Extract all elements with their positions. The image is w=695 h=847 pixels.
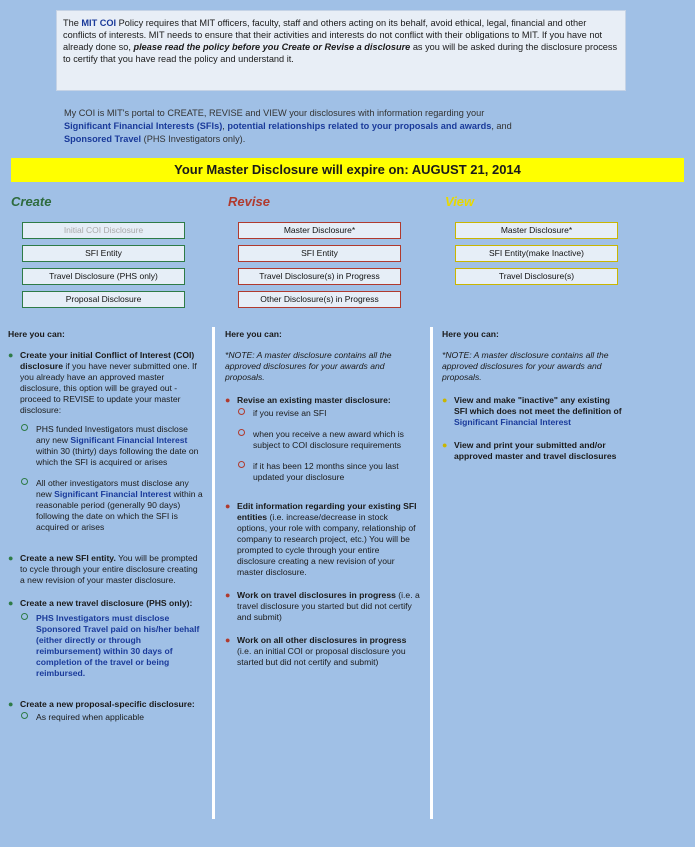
create-panel-heading: Here you can: (8, 329, 65, 339)
create-help-panel (8, 329, 203, 735)
list-item (225, 590, 420, 623)
view-travel-disclosures-button[interactable]: Travel Disclosure(s) (455, 268, 618, 285)
bullet-icon: ● (442, 395, 448, 405)
bullet-icon: ● (225, 635, 231, 645)
list-item (225, 635, 420, 668)
circle-bullet-icon (21, 712, 28, 719)
sfi-definition-link[interactable]: Significant Financial Interest (54, 489, 172, 499)
item-bold: View and make "inactive" any existing SFI which does not meet the definition of (454, 395, 622, 416)
create-proposal-disclosure-button[interactable]: Proposal Disclosure (22, 291, 185, 308)
item-text: within 30 (thirty) days following the date on which the SFI is acquired or arises (36, 446, 199, 467)
item-text: You will be prompted to cycle through your entire disclosure creating a new revision of your master disclosure. (20, 553, 198, 585)
circle-bullet-icon (238, 429, 245, 436)
create-sfi-entity-button[interactable]: SFI Entity (22, 245, 185, 262)
intro-sep: , (222, 121, 228, 131)
list-item (8, 350, 203, 533)
create-initial-coi-button[interactable]: Initial COI Disclosure (22, 222, 185, 239)
item-bold: Create your initial Conflict of Interest (COI) disclosure (20, 350, 195, 371)
list-item (442, 440, 622, 462)
revise-sfi-entity-button[interactable]: SFI Entity (238, 245, 401, 262)
bullet-icon: ● (8, 699, 14, 709)
sub-list-item (20, 478, 203, 533)
policy-notice (56, 10, 626, 91)
relationships-link[interactable]: potential relationships related to your proposals and awards (227, 121, 492, 131)
view-note: *NOTE: A master disclosure contains all the approved disclosures for your awards and proposals. (442, 350, 609, 382)
policy-text-3: as you will be asked during the disclosure process to certify that you have read the policy and understand it. (63, 42, 618, 64)
view-heading: View (445, 194, 475, 209)
list-item (225, 395, 420, 483)
view-help-panel (442, 329, 622, 474)
bullet-icon: ● (225, 395, 231, 405)
sfi-definition-link[interactable]: Significant Financial Interest (454, 417, 571, 427)
policy-text-2: Policy requires that MIT officers, faculty, staff and others acting on its behalf, avoid ethical, legal, financial and other conflicts of interests. MIT needs to ensure that their activities and interests do not conflict with their obligations to MIT. If you have not already done so, (63, 18, 603, 52)
item-bold: Create a new travel disclosure (PHS only): (20, 598, 193, 608)
sfi-definition-link[interactable]: Significant Financial Interest (70, 435, 188, 445)
sub-list-item (237, 408, 420, 419)
revise-panel-heading: Here you can: (225, 329, 282, 339)
circle-bullet-icon (21, 478, 28, 485)
revise-master-disclosure-button[interactable]: Master Disclosure* (238, 222, 401, 239)
item-text: All other investigators must disclose any new (36, 478, 189, 499)
revise-travel-in-progress-button[interactable]: Travel Disclosure(s) in Progress (238, 268, 401, 285)
circle-bullet-icon (238, 408, 245, 415)
sub-list-item (20, 712, 203, 723)
column-divider (212, 327, 215, 819)
sub-list-item (237, 461, 420, 483)
bullet-icon: ● (225, 501, 231, 511)
revise-help-panel (225, 329, 420, 680)
item-bold: Work on all other disclosures in progress (237, 635, 407, 645)
bullet-icon: ● (8, 350, 14, 360)
item-text: if it has been 12 months since you last updated your disclosure (253, 461, 399, 482)
sponsored-travel-rule: PHS Investigators must disclose Sponsored Travel paid on his/her behalf (either directly or through reimbursement) within 30 days of completion of the travel or being reimbursed. (36, 613, 200, 678)
item-text: if you have never submitted one. If you already have an approved master disclosure, this option will be grayed out - proceed to REVISE to update your master disclosure: (20, 361, 197, 415)
bullet-icon: ● (8, 553, 14, 563)
item-text: within a reasonable period (generally 90 days) following the date on which the SFI is acquired or arises (36, 489, 203, 532)
mit-coi-policy-link[interactable]: MIT COI (81, 18, 117, 28)
item-text: (i.e. a travel disclosure you started but did not certify and submit) (237, 590, 420, 622)
circle-bullet-icon (238, 461, 245, 468)
portal-intro (64, 107, 624, 146)
item-text: As required when applicable (36, 712, 144, 722)
policy-text-1: The (63, 18, 82, 28)
item-text: when you receive a new award which is subject to COI disclosure requirements (253, 429, 404, 450)
revise-other-in-progress-button[interactable]: Other Disclosure(s) in Progress (238, 291, 401, 308)
list-item (442, 395, 622, 428)
bullet-icon: ● (8, 598, 14, 608)
expiration-banner: Your Master Disclosure will expire on: AUGUST 21, 2014 (11, 158, 684, 182)
revise-heading: Revise (228, 194, 270, 209)
view-master-disclosure-button[interactable]: Master Disclosure* (455, 222, 618, 239)
circle-bullet-icon (21, 613, 28, 620)
item-text: PHS funded Investigators must disclose any new (36, 424, 188, 445)
item-text: (i.e. increase/decrease in stock options, your role with company, relationship of company to research project, etc.) You will be prompted to cycle through your entire disclosure creating a new revision of your master disclosure. (237, 512, 416, 577)
item-bold: Edit information regarding your existing SFI entities (237, 501, 417, 522)
item-bold: View and print your submitted and/or approved master and travel disclosures (454, 440, 617, 461)
create-travel-disclosure-button[interactable]: Travel Disclosure (PHS only) (22, 268, 185, 285)
column-divider (430, 327, 433, 819)
view-panel-heading: Here you can: (442, 329, 499, 339)
policy-emphasis: please read the policy before you Create or Revise a disclosure (133, 42, 411, 52)
sponsored-travel-link[interactable]: Sponsored Travel (64, 134, 142, 144)
sub-list-item (237, 429, 420, 451)
sfi-link[interactable]: Significant Financial Interests (SFIs) (64, 121, 223, 131)
item-bold: Create a new SFI entity. (20, 553, 116, 563)
bullet-icon: ● (442, 440, 448, 450)
intro-text: My COI is MIT's portal to CREATE, REVISE and VIEW your disclosures with information regarding your (64, 108, 485, 118)
item-text: (i.e. an initial COI or proposal disclosure you started but did not certify and submit) (237, 646, 406, 667)
intro-sep: , and (491, 121, 512, 131)
item-bold: Revise an existing master disclosure: (237, 395, 391, 405)
list-item (225, 501, 420, 578)
view-sfi-entity-button[interactable]: SFI Entity(make Inactive) (455, 245, 618, 262)
bullet-icon: ● (225, 590, 231, 600)
list-item (8, 553, 203, 586)
list-item (8, 598, 203, 679)
revise-note: *NOTE: A master disclosure contains all the approved disclosures for your awards and proposals. (225, 350, 392, 382)
intro-tail: (PHS Investigators only). (141, 134, 246, 144)
item-bold: Work on travel disclosures in progress (237, 590, 396, 600)
create-heading: Create (11, 194, 52, 209)
item-text: if you revise an SFI (253, 408, 327, 418)
list-item (8, 699, 203, 723)
circle-bullet-icon (21, 424, 28, 431)
sub-list-item (20, 424, 203, 468)
item-bold: Create a new proposal-specific disclosure: (20, 699, 195, 709)
sub-list-item (20, 613, 203, 679)
